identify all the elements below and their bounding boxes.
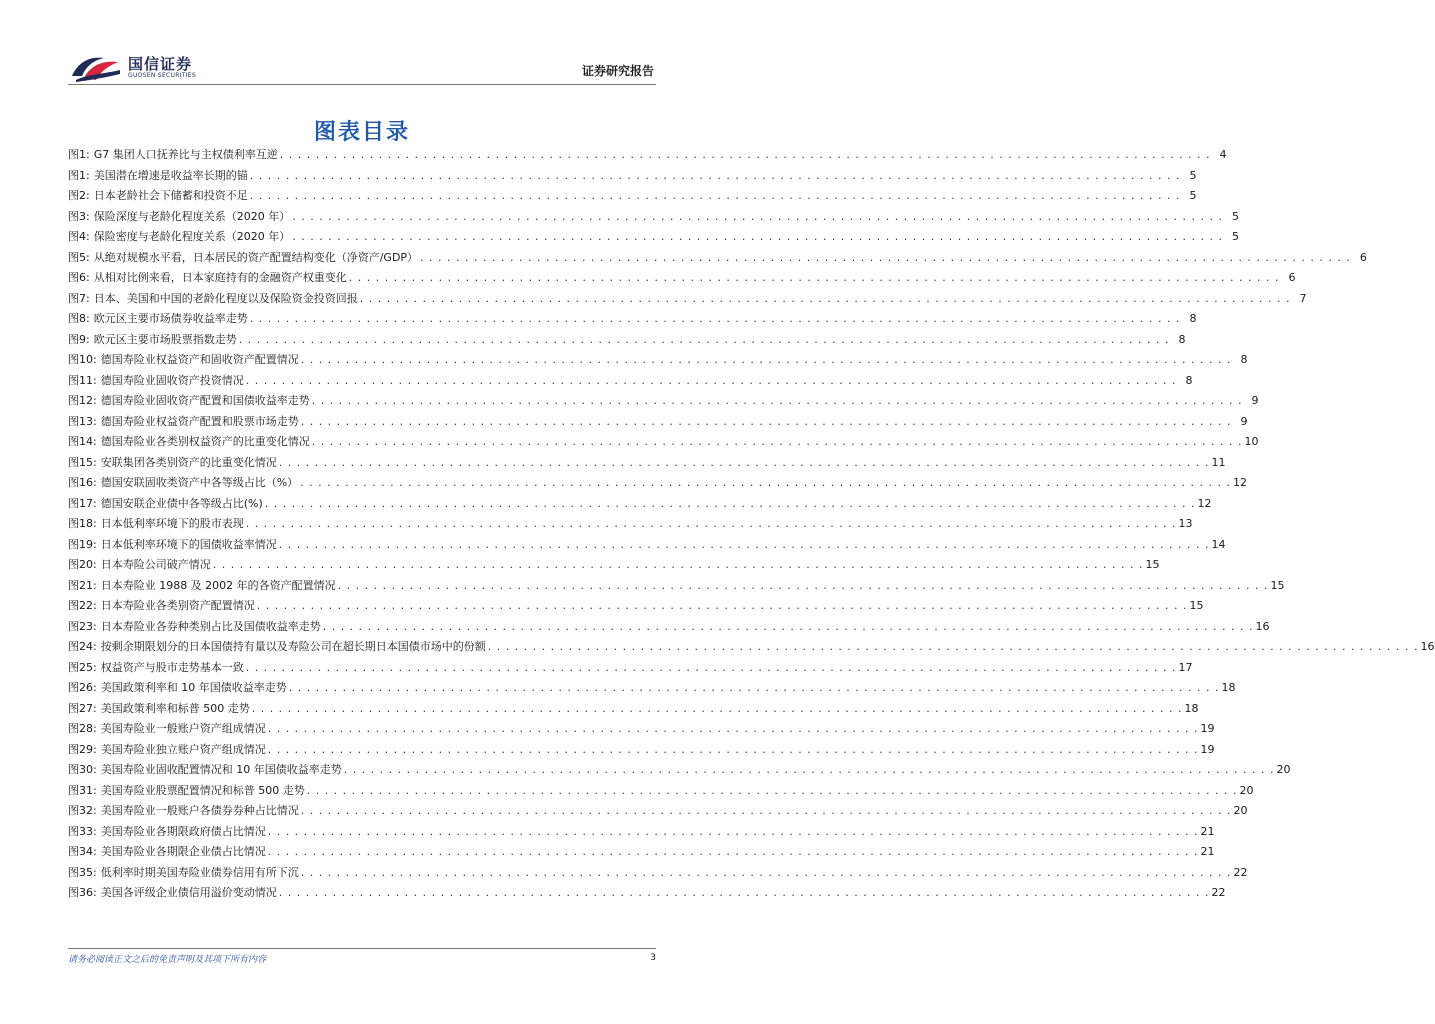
toc-figure-title: G7 集团人口抚养比与主权债利率互逆 [93, 148, 278, 161]
toc-leader-dots [244, 517, 1179, 530]
table-of-figures [68, 146, 1435, 905]
toc-leader-dots [244, 374, 1179, 387]
toc-page-number: 18 [1184, 701, 1199, 715]
toc-figure-title: 欧元区主要市场债券收益率走势 [93, 312, 248, 325]
toc-row[interactable] [68, 802, 1248, 823]
toc-page-number: 8 [1240, 353, 1248, 366]
toc-figure-title: 从相对比例来看，日本家庭持有的金融资产权重变化 [93, 271, 347, 284]
footer-disclaimer-link[interactable]: 请务必阅读正文之后的免责声明及其项下所有内容 [68, 955, 267, 965]
toc-figure-title: 美国政策利率和 10 年国债收益率走势 [100, 681, 287, 694]
toc-leader-dots [299, 353, 1234, 366]
toc-figure-title: 低利率时期美国寿险业债券信用有所下沉 [100, 865, 299, 879]
toc-figure-title: 美国寿险业股票配置情况和标普 500 走势 [100, 783, 305, 797]
toc-page-number: 22 [1211, 886, 1226, 899]
toc-row[interactable] [68, 413, 1248, 434]
logo-chinese-name: 国信证券 [128, 55, 193, 73]
toc-leader-dots [277, 456, 1212, 469]
toc-figure-title: 美国潜在增速是收益率长期的锚 [93, 168, 248, 182]
toc-row[interactable] [68, 864, 1248, 885]
toc-figure-title: 美国寿险业独立账户资产组成情况 [100, 742, 266, 756]
toc-figure-label: 图28: [68, 722, 97, 735]
toc-leader-dots [266, 825, 1201, 838]
toc-page-number: 20 [1239, 783, 1254, 797]
toc-figure-title: 日本、美国和中国的老龄化程度以及保险资金投资回报 [93, 291, 358, 305]
toc-page-number: 4 [1219, 148, 1227, 161]
toc-figure-title: 日本寿险业各类别资产配置情况 [100, 599, 255, 612]
toc-figure-label: 图18: [68, 517, 97, 530]
toc-page-number: 8 [1189, 312, 1197, 325]
toc-leader-dots [263, 497, 1198, 510]
toc-page-number: 20 [1233, 804, 1248, 817]
toc-figure-title: 美国寿险业一般账户各债券券种占比情况 [100, 804, 299, 817]
toc-figure-title: 美国寿险业一般账户资产组成情况 [100, 722, 266, 735]
toc-figure-label: 图16: [68, 476, 97, 489]
toc-page-number: 12 [1232, 476, 1247, 489]
toc-page-number: 17 [1178, 660, 1193, 674]
toc-figure-label: 图24: [68, 640, 97, 653]
toc-leader-dots [298, 476, 1233, 489]
toc-row[interactable] [68, 700, 1199, 721]
toc-figure-label: 图11: [68, 373, 97, 387]
toc-figure-title: 美国政策利率和标普 500 走势 [100, 701, 250, 715]
toc-leader-dots [266, 845, 1201, 858]
toc-figure-title: 德国寿险业权益资产和固收资产配置情况 [100, 353, 299, 366]
toc-figure-label: 图35: [68, 865, 97, 879]
toc-figure-label: 图31: [68, 783, 97, 797]
toc-page-number: 22 [1233, 865, 1248, 879]
toc-page-number: 14 [1211, 537, 1226, 551]
footer-page-number: 3 [650, 953, 656, 963]
toc-figure-label: 图5: [68, 250, 90, 264]
toc-leader-dots [244, 661, 1179, 674]
toc-figure-label: 图29: [68, 742, 97, 756]
toc-row[interactable] [68, 597, 1204, 618]
toc-leader-dots [277, 886, 1212, 899]
toc-page-number: 7 [1299, 291, 1307, 305]
toc-page-number: 21 [1200, 845, 1215, 858]
toc-leader-dots [211, 558, 1146, 571]
toc-figure-title: 日本寿险业 1988 及 2002 年的各资产配置情况 [100, 578, 336, 592]
toc-figure-title: 安联集团各类别资产的比重变化情况 [100, 455, 277, 469]
toc-row[interactable] [68, 249, 1367, 270]
toc-figure-title: 美国寿险业各期限政府债占比情况 [100, 824, 266, 838]
toc-figure-label: 图30: [68, 763, 97, 776]
guosen-logo-icon [70, 52, 122, 82]
toc-figure-label: 图1: [68, 148, 90, 161]
toc-figure-title: 德国寿险业各类别权益资产的比重变化情况 [100, 435, 310, 448]
toc-leader-dots [278, 148, 1213, 161]
toc-row[interactable] [68, 228, 1240, 249]
toc-figure-title: 日本低利率环境下的股市表现 [100, 517, 244, 530]
toc-figure-title: 德国安联固收类资产中各等级占比（%） [100, 476, 299, 489]
toc-row[interactable] [68, 474, 1247, 495]
toc-figure-title: 德国安联企业债中各等级占比(%) [100, 496, 263, 510]
toc-figure-label: 图4: [68, 230, 90, 243]
toc-row[interactable] [68, 761, 1291, 782]
toc-page-number: 15 [1145, 558, 1160, 571]
toc-leader-dots [299, 866, 1234, 879]
toc-row[interactable] [68, 536, 1226, 557]
toc-figure-label: 图21: [68, 578, 97, 592]
toc-figure-title: 美国寿险业各期限企业债占比情况 [100, 845, 266, 858]
toc-leader-dots [266, 722, 1201, 735]
logo-english-name: GUOSEN SECURITIES [128, 72, 197, 79]
toc-page-number: 5 [1232, 230, 1240, 243]
toc-page-number: 9 [1240, 414, 1248, 428]
toc-figure-label: 图7: [68, 291, 90, 305]
toc-row[interactable] [68, 823, 1215, 844]
toc-page-number: 19 [1200, 742, 1215, 756]
toc-row[interactable] [68, 187, 1197, 208]
toc-row[interactable] [68, 269, 1296, 290]
toc-page-number: 5 [1189, 168, 1197, 182]
toc-figure-label: 图15: [68, 455, 97, 469]
toc-leader-dots [321, 620, 1256, 633]
toc-figure-label: 图32: [68, 804, 97, 817]
toc-leader-dots [310, 435, 1245, 448]
toc-figure-title: 保险深度与老龄化程度关系（2020 年） [93, 209, 291, 223]
toc-row[interactable] [68, 372, 1193, 393]
toc-page-number: 9 [1251, 394, 1259, 407]
toc-row[interactable] [68, 146, 1227, 167]
toc-row[interactable] [68, 782, 1254, 803]
toc-leader-dots [266, 743, 1201, 756]
toc-page-number: 13 [1178, 517, 1193, 530]
toc-page-number: 19 [1200, 722, 1215, 735]
toc-row[interactable] [68, 659, 1193, 680]
toc-row[interactable] [68, 843, 1215, 864]
toc-figure-label: 图27: [68, 701, 97, 715]
toc-figure-label: 图2: [68, 189, 90, 202]
toc-figure-label: 图12: [68, 394, 97, 407]
toc-figure-title: 权益资产与股市走势基本一致 [100, 660, 244, 674]
toc-figure-title: 从绝对规模水平看，日本居民的资产配置结构变化（净资产/GDP） [93, 250, 419, 264]
toc-figure-title: 日本寿险业各券种类别占比及国债收益率走势 [100, 619, 321, 633]
toc-figure-label: 图34: [68, 845, 97, 858]
toc-figure-title: 保险密度与老龄化程度关系（2020 年） [93, 230, 291, 243]
toc-row[interactable] [68, 741, 1215, 762]
toc-figure-label: 图19: [68, 537, 97, 551]
toc-page-number: 10 [1244, 435, 1259, 448]
toc-figure-label: 图1: [68, 168, 90, 182]
guosen-logo [70, 52, 210, 84]
toc-figure-label: 图9: [68, 332, 90, 346]
toc-row[interactable] [68, 290, 1307, 311]
toc-leader-dots [248, 312, 1183, 325]
toc-row[interactable] [68, 638, 1435, 659]
toc-leader-dots [358, 292, 1293, 305]
toc-page-number: 16 [1255, 619, 1270, 633]
toc-row[interactable] [68, 331, 1186, 352]
toc-row[interactable] [68, 454, 1226, 475]
toc-page-number: 21 [1200, 824, 1215, 838]
toc-leader-dots [290, 230, 1225, 243]
toc-figure-title: 德国寿险业固收资产投资情况 [100, 373, 244, 387]
toc-row[interactable] [68, 167, 1197, 188]
toc-row[interactable] [68, 392, 1259, 413]
toc-row[interactable] [68, 577, 1285, 598]
toc-figure-title: 日本寿险公司破产情况 [100, 558, 211, 571]
toc-leader-dots [248, 169, 1183, 182]
toc-page-number: 8 [1185, 373, 1193, 387]
toc-leader-dots [237, 333, 1172, 346]
toc-row[interactable] [68, 679, 1236, 700]
toc-leader-dots [250, 702, 1185, 715]
toc-row[interactable] [68, 618, 1270, 639]
toc-page-number: 5 [1232, 209, 1240, 223]
toc-leader-dots [290, 210, 1225, 223]
toc-figure-title: 德国寿险业固收资产配置和国债收益率走势 [100, 394, 310, 407]
toc-figure-label: 图8: [68, 312, 90, 325]
toc-leader-dots [336, 579, 1271, 592]
toc-figure-title: 日本老龄社会下储蓄和投资不足 [93, 189, 248, 202]
toc-figure-title: 美国各评级企业债信用溢价变动情况 [100, 886, 277, 899]
toc-figure-title: 美国寿险业固收配置情况和 10 年国债收益率走势 [100, 763, 342, 776]
toc-leader-dots [310, 394, 1245, 407]
toc-row[interactable] [68, 310, 1197, 331]
toc-leader-dots [299, 804, 1234, 817]
page-title: 图表目录 [313, 120, 410, 145]
toc-page-number: 18 [1221, 681, 1236, 694]
toc-row[interactable] [68, 208, 1240, 229]
toc-figure-label: 图10: [68, 353, 97, 366]
toc-figure-title: 德国寿险业权益资产配置和股票市场走势 [100, 414, 299, 428]
toc-page-number: 20 [1276, 763, 1291, 776]
toc-page-number: 5 [1189, 189, 1197, 202]
toc-figure-label: 图23: [68, 619, 97, 633]
toc-figure-label: 图3: [68, 209, 90, 223]
toc-row[interactable] [68, 433, 1259, 454]
toc-figure-title: 欧元区主要市场股票指数走势 [93, 332, 237, 346]
toc-leader-dots [277, 538, 1212, 551]
toc-figure-label: 图26: [68, 681, 97, 694]
toc-figure-label: 图36: [68, 886, 97, 899]
toc-page-number: 6 [1288, 271, 1296, 284]
toc-figure-label: 图22: [68, 599, 97, 612]
toc-figure-label: 图20: [68, 558, 97, 571]
toc-figure-label: 图17: [68, 496, 97, 510]
toc-figure-label: 图6: [68, 271, 90, 284]
toc-figure-title: 按剩余期限划分的日本国债持有量以及寿险公司在超长期日本国债市场中的份额 [100, 640, 486, 653]
toc-page-number: 16 [1420, 640, 1435, 653]
toc-leader-dots [342, 763, 1277, 776]
toc-figure-label: 图33: [68, 824, 97, 838]
toc-row[interactable] [68, 884, 1226, 905]
toc-leader-dots [347, 271, 1282, 284]
toc-leader-dots [305, 784, 1240, 797]
toc-row[interactable] [68, 351, 1248, 372]
page-header [68, 48, 656, 84]
toc-row[interactable] [68, 720, 1215, 741]
footer-divider [68, 948, 656, 949]
toc-page-number: 15 [1270, 578, 1285, 592]
toc-leader-dots [287, 681, 1222, 694]
toc-leader-dots [248, 189, 1183, 202]
toc-page-number: 15 [1189, 599, 1204, 612]
toc-row[interactable] [68, 556, 1160, 577]
header-divider [68, 84, 656, 85]
toc-leader-dots [255, 599, 1190, 612]
toc-page-number: 6 [1359, 250, 1367, 264]
toc-figure-label: 图14: [68, 435, 97, 448]
toc-leader-dots [486, 640, 1421, 653]
toc-page-number: 12 [1197, 496, 1212, 510]
toc-figure-label: 图25: [68, 660, 97, 674]
toc-page-number: 11 [1211, 455, 1226, 469]
toc-row[interactable] [68, 495, 1212, 516]
toc-page-number: 8 [1178, 332, 1186, 346]
report-type-label: 证券研究报告 [581, 64, 654, 78]
toc-row[interactable] [68, 515, 1193, 536]
toc-figure-label: 图13: [68, 414, 97, 428]
toc-leader-dots [418, 251, 1353, 264]
toc-leader-dots [299, 415, 1234, 428]
toc-figure-title: 日本低利率环境下的国债收益率情况 [100, 537, 277, 551]
